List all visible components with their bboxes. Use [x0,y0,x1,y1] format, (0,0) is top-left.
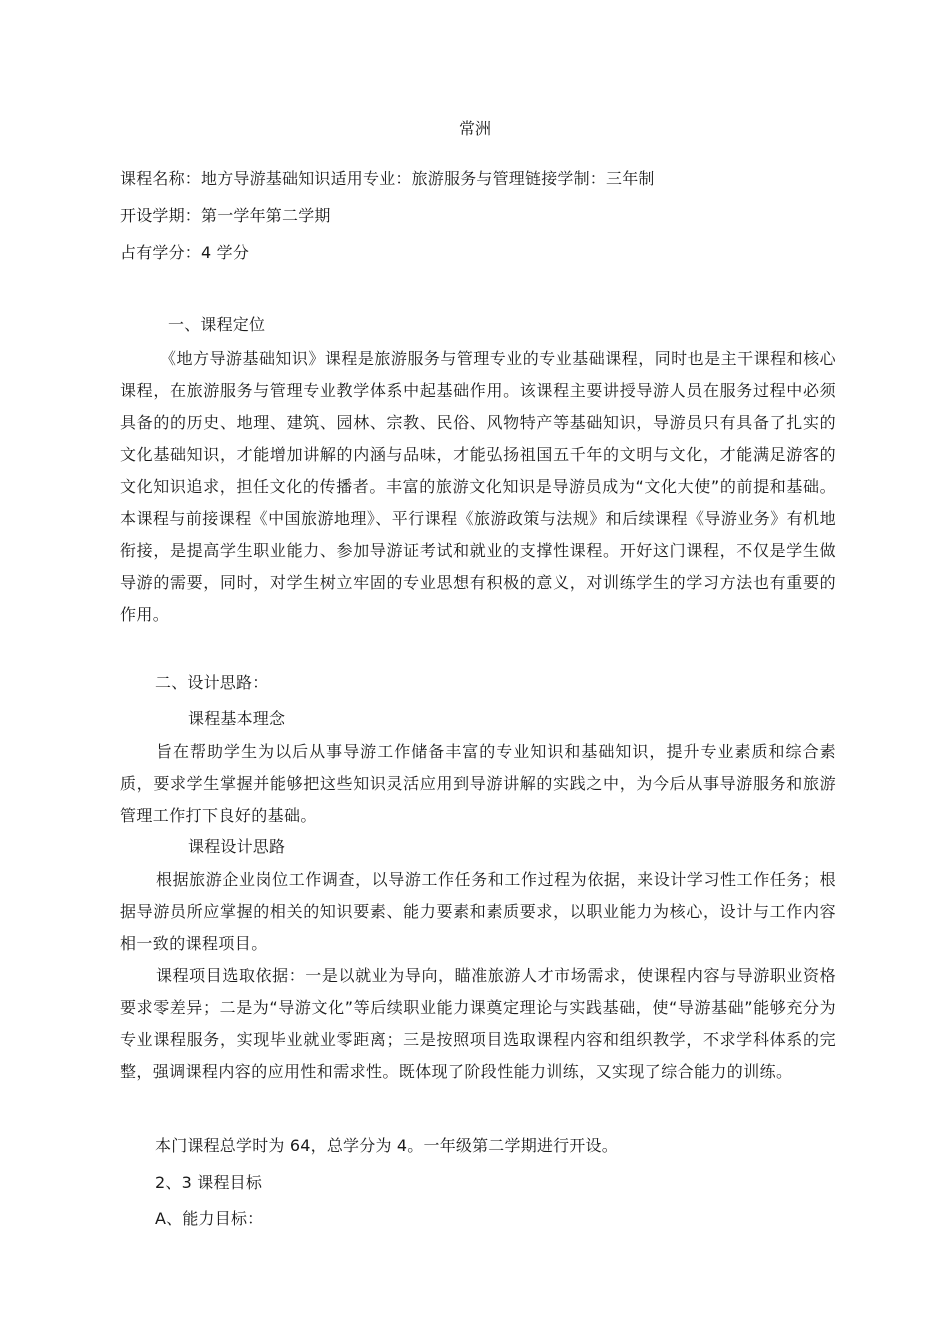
course-goals-heading: 2、3 课程目标 [155,1173,263,1192]
ability-goals-heading: A、能力目标： [155,1209,264,1228]
document-title: 常洲 [458,119,491,138]
selection-basis-body: 课程项目选取依据：一是以就业为导向，瞄准旅游人才市场需求，使课程内容与导游职业资格要求零差异；二是为“导游文化”等后续职业能力课奠定理论与实践基础，使“导游基础”能够充分为专业课程服务，实现毕业就业零距离；三是按照项目选取课程内容和组织教学，不求学科体系的完整，强调课程内容的应用性和需求性。既体现了阶段性能力训练，又实现了综合能力的训练。 [120,966,836,1081]
section1-body: 《地方导游基础知识》课程是旅游服务与管理专业的专业基础课程，同时也是主干课程和核心课程，在旅游服务与管理专业教学体系中起基础作用。该课程主要讲授导游人员在服务过程中必须具备的的历史、地理、建筑、园林、宗教、民俗、风物特产等基础知识，导游员只有具备了扎实的文化基础知识，才能增加讲解的内涵与品味，才能弘扬祖国五千年的文明与文化，才能满足游客的文化知识追求，担任文化的传播者。丰富的旅游文化知识是导游员成为“文化大使”的前提和基础。本课程与前接课程《中国旅游地理》、平行课程《旅游政策与法规》和后续课程《导游业务》有机地衔接，是提高学生职业能力、参加导游证考试和就业的支撑性课程。开好这门课程，不仅是学生做导游的需要，同时，对学生树立牢固的专业思想有积极的意义，对训练学生的学习方法也有重要的作用。 [120,349,836,624]
semester-line: 开设学期：第一学年第二学期 [120,206,331,225]
hours-line: 本门课程总学时为 64，总学分为 4。一年级第二学期进行开设。 [155,1136,618,1155]
credits-line: 占有学分：4 学分 [120,243,250,262]
design-approach-heading: 课程设计思路 [188,837,286,856]
course-name-line: 课程名称：地方导游基础知识适用专业：旅游服务与管理链接学制：三年制 [120,169,655,188]
section2-heading: 二、设计思路： [155,673,269,692]
section1-heading: 一、课程定位 [168,315,266,334]
basic-concept-body: 旨在帮助学生为以后从事导游工作储备丰富的专业知识和基础知识，提升专业素质和综合素质，要求学生掌握并能够把这些知识灵活应用到导游讲解的实践之中，为今后从事导游服务和旅游管理工作打下良好的基础。 [120,742,836,825]
basic-concept-heading: 课程基本理念 [188,709,286,728]
design-approach-body: 根据旅游企业岗位工作调查，以导游工作任务和工作过程为依据，来设计学习性工作任务；根据导游员所应掌握的相关的知识要素、能力要素和素质要求，以职业能力为核心，设计与工作内容相一致的课程项目。 [120,870,836,953]
